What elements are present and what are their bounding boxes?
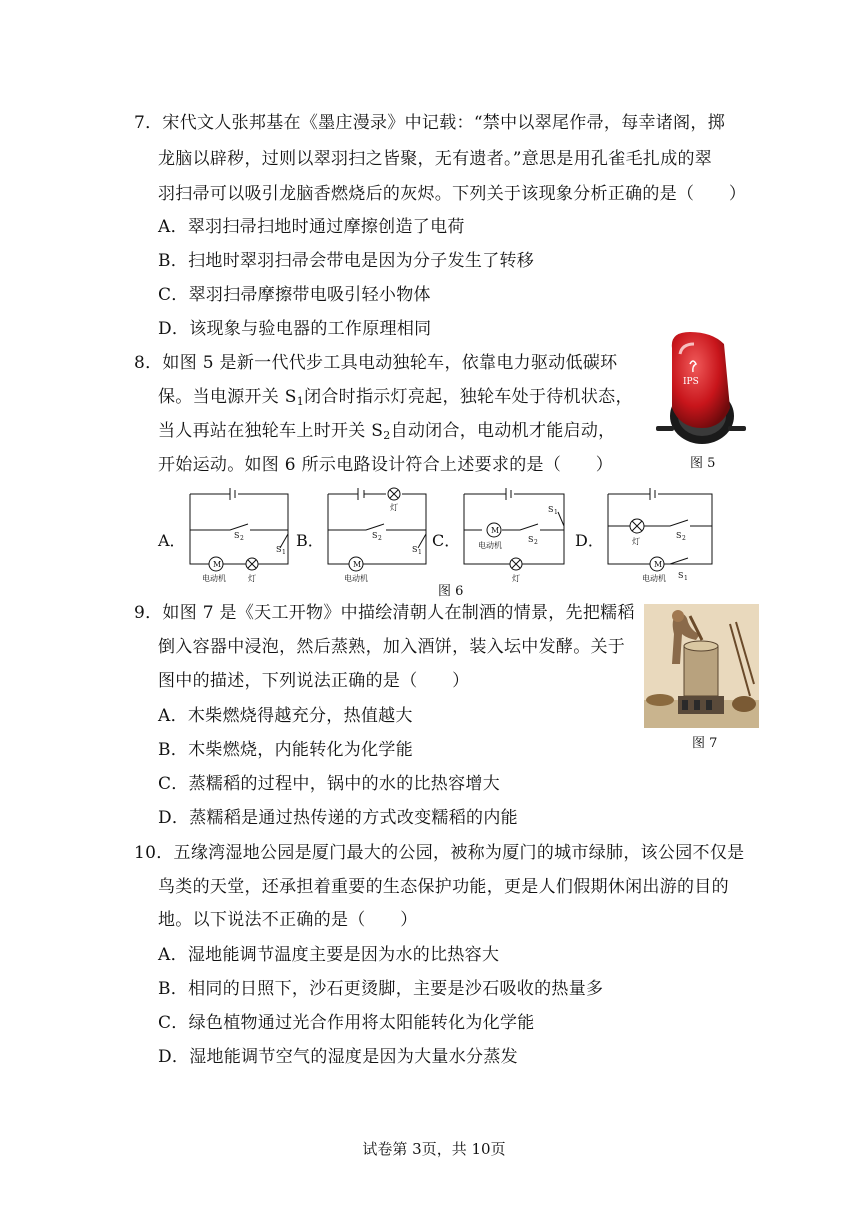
figure-6-caption: 图 6	[438, 584, 464, 599]
svg-text:1: 1	[418, 549, 422, 556]
circuit-option-a-label: A．	[158, 531, 186, 550]
q10-option-a: A．湿地能调节温度主要是因为水的比热容大	[158, 945, 500, 965]
q7-option-d: D．该现象与验电器的工作原理相同	[158, 319, 432, 339]
q8-stem-line-3: 当人再站在独轮车上时开关 $S_2$自动闭合，电动机才能启动，	[158, 421, 616, 442]
svg-text:S: S	[412, 545, 418, 554]
svg-text:2: 2	[378, 535, 382, 542]
svg-text:灯: 灯	[248, 574, 256, 583]
svg-text:S: S	[528, 535, 534, 544]
svg-text:S: S	[234, 531, 240, 540]
q7-stem-line-3: 羽扫帚可以吸引龙脑香燃烧后的灰烬。下列关于该现象分析正确的是（ ）	[158, 184, 747, 204]
q9-option-d: D．蒸糯稻是通过热传递的方式改变糯稻的内能	[158, 808, 518, 828]
q9-option-c: C．蒸糯稻的过程中，锅中的水的比热容增大	[158, 774, 501, 794]
svg-text:S: S	[276, 545, 282, 554]
q7-option-b: B．扫地时翠羽扫帚会带电是因为分子发生了转移	[158, 251, 535, 271]
svg-text:M: M	[213, 560, 222, 569]
q7-option-a: A．翠羽扫帚扫地时通过摩擦创造了电荷	[158, 217, 465, 237]
svg-text:IPS: IPS	[683, 377, 699, 387]
q9-option-b: B．木柴燃烧，内能转化为化学能	[158, 740, 413, 760]
svg-text:S: S	[678, 571, 684, 580]
circuit-d	[608, 488, 712, 571]
circuit-b	[328, 488, 426, 571]
q10-option-d: D．湿地能调节空气的湿度是因为大量水分蒸发	[158, 1047, 518, 1067]
svg-text:M: M	[654, 560, 663, 569]
svg-text:灯: 灯	[390, 503, 398, 512]
q10-stem-line-1: 10．五缘湾湿地公园是厦门最大的公园，被称为厦门的城市绿肺，该公园不仅是	[134, 843, 745, 863]
svg-text:2: 2	[534, 539, 538, 546]
q10-option-c: C．绿色植物通过光合作用将太阳能转化为化学能	[158, 1013, 535, 1033]
circuit-c	[464, 488, 564, 570]
svg-text:电动机: 电动机	[642, 574, 666, 583]
q7-option-c: C．翠羽扫帚摩擦带电吸引轻小物体	[158, 285, 431, 305]
svg-text:灯: 灯	[512, 574, 520, 583]
q8-stem-line-1: 8．如图 5 是新一代代步工具电动独轮车，依靠电力驱动低碳环	[134, 353, 618, 373]
q8-stem-line-2: 保。当电源开关 $S_1$闭合时指示灯亮起，独轮车处于待机状态，	[158, 387, 633, 408]
svg-text:S: S	[676, 531, 682, 540]
svg-text:2: 2	[682, 535, 686, 542]
circuit-option-d-label: D．	[575, 531, 604, 550]
q9-option-a: A．木柴燃烧得越充分，热值越大	[158, 706, 413, 726]
svg-text:2: 2	[240, 535, 244, 542]
circuit-option-c-label: C．	[432, 531, 461, 550]
svg-text:S: S	[372, 531, 378, 540]
svg-text:电动机: 电动机	[344, 574, 368, 583]
q9-stem-line-1: 9．如图 7 是《天工开物》中描绘清朝人在制酒的情景，先把糯稻	[134, 603, 635, 623]
circuit-option-b-label: B．	[296, 531, 324, 550]
svg-text:1: 1	[554, 509, 558, 516]
figure-7-caption: 图 7	[692, 736, 718, 751]
electric-unicycle-image	[650, 328, 750, 448]
circuit-diagrams	[180, 486, 720, 586]
q10-stem-line-3: 地。以下说法不正确的是（ ）	[158, 910, 418, 930]
q8-stem-line-4: 开始运动。如图 6 所示电路设计符合上述要求的是（ ）	[158, 455, 614, 475]
q9-stem-line-3: 图中的描述，下列说法正确的是（ ）	[158, 671, 470, 691]
svg-text:1: 1	[684, 575, 688, 582]
svg-text:M: M	[353, 560, 362, 569]
q7-stem-line-2: 龙脑以辟秽，过则以翠羽扫之皆聚，无有遗者。”意思是用孔雀毛扎成的翠	[158, 149, 713, 169]
circuit-a	[190, 488, 288, 571]
svg-text:1: 1	[282, 549, 286, 556]
svg-text:电动机: 电动机	[202, 574, 226, 583]
svg-text:M: M	[491, 526, 500, 535]
svg-text:电动机: 电动机	[478, 541, 502, 550]
wine-making-illustration	[644, 604, 759, 728]
q9-stem-line-2: 倒入容器中浸泡，然后蒸熟，加入酒饼，装入坛中发酵。关于	[158, 637, 626, 657]
figure-5-caption: 图 5	[690, 456, 716, 471]
q10-option-b: B．相同的日照下，沙石更烫脚，主要是沙石吸收的热量多	[158, 979, 604, 999]
page-footer: 试卷第 3页，共 10页	[362, 1140, 506, 1158]
q7-stem-line-1: 7．宋代文人张邦基在《墨庄漫录》中记载：“禁中以翠尾作帚，每幸诸阁，掷	[134, 113, 726, 133]
svg-text:灯: 灯	[632, 537, 640, 546]
svg-text:S: S	[548, 505, 554, 514]
q10-stem-line-2: 鸟类的天堂，还承担着重要的生态保护功能，更是人们假期休闲出游的目的	[158, 877, 729, 897]
